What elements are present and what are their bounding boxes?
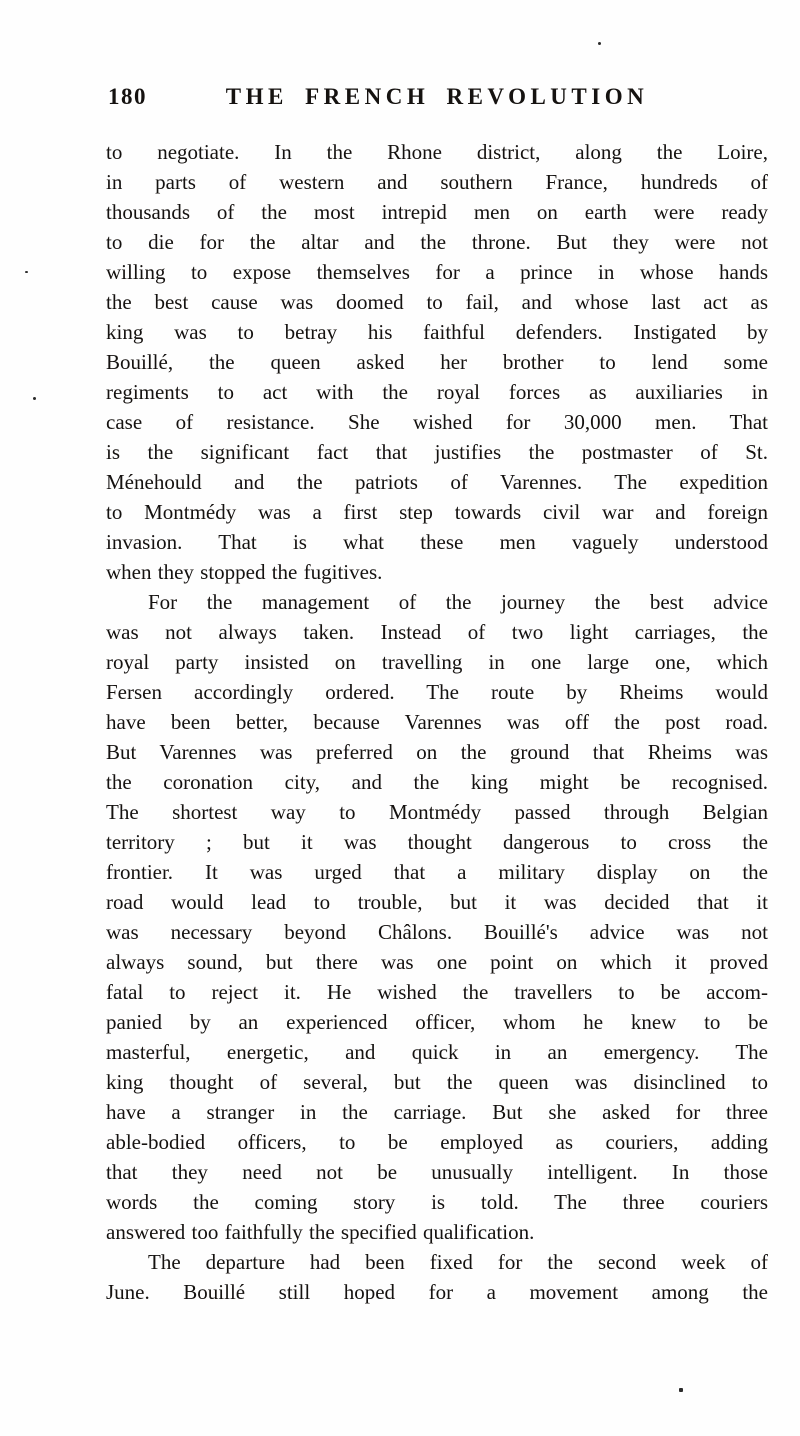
paragraph-continued-from-previous-page bbox=[106, 137, 768, 587]
text-line: The departure had been fixed for the second week of bbox=[148, 1250, 768, 1274]
paragraph-continues-next-page bbox=[106, 1247, 768, 1307]
text-line: But Varennes was preferred on the ground that Rheims was bbox=[106, 740, 768, 764]
text-line: the best cause was doomed to fail, and whose last act as bbox=[106, 290, 768, 314]
page-number: 180 bbox=[108, 84, 147, 109]
scan-speck bbox=[33, 397, 36, 400]
text-line: masterful, energetic, and quick in an emergency. The bbox=[106, 1040, 768, 1064]
text-line: answered too faithfully the specified qualification. bbox=[106, 1220, 535, 1244]
text-line: in parts of western and southern France, hundreds of bbox=[106, 170, 768, 194]
text-line: fatal to reject it. He wished the travellers to be accom- bbox=[106, 980, 768, 1004]
text-line: was not always taken. Instead of two light carriages, the bbox=[106, 620, 768, 644]
text-line: royal party insisted on travelling in one large one, which bbox=[106, 650, 768, 674]
text-line: frontier. It was urged that a military display on the bbox=[106, 860, 768, 884]
text-line: words the coming story is told. The three couriers bbox=[106, 1190, 768, 1214]
text-line: regiments to act with the royal forces as auxiliaries in bbox=[106, 380, 768, 404]
page-body bbox=[106, 137, 768, 1307]
text-line: have been better, because Varennes was off the post road. bbox=[106, 710, 768, 734]
text-line: when they stopped the fugitives. bbox=[106, 560, 383, 584]
paragraph bbox=[106, 587, 768, 1247]
text-line: case of resistance. She wished for 30,000 men. That bbox=[106, 410, 768, 434]
text-line: to negotiate. In the Rhone district, along the Loire, bbox=[106, 140, 768, 164]
text-line: is the significant fact that justifies the postmaster of St. bbox=[106, 440, 768, 464]
text-line: that they need not be unusually intelligent. In those bbox=[106, 1160, 768, 1184]
text-line: The shortest way to Montmédy passed through Belgian bbox=[106, 800, 768, 824]
text-line: to die for the altar and the throne. But they were not bbox=[106, 230, 768, 254]
text-line: Ménehould and the patriots of Varennes. The expedition bbox=[106, 470, 768, 494]
text-line: thousands of the most intrepid men on earth were ready bbox=[106, 200, 768, 224]
text-line: June. Bouillé still hoped for a movement among the bbox=[106, 1280, 768, 1304]
text-line: king thought of several, but the queen was disinclined to bbox=[106, 1070, 768, 1094]
scan-speck bbox=[679, 1388, 683, 1392]
text-line: the coronation city, and the king might be recognised. bbox=[106, 770, 768, 794]
running-title: THE FRENCH REVOLUTION bbox=[225, 84, 649, 109]
text-line: was necessary beyond Châlons. Bouillé's advice was not bbox=[106, 920, 768, 944]
text-line: able-bodied officers, to be employed as couriers, adding bbox=[106, 1130, 768, 1154]
page-header bbox=[106, 84, 768, 116]
text-line: For the management of the journey the best advice bbox=[148, 590, 768, 614]
text-line: have a stranger in the carriage. But she asked for three bbox=[106, 1100, 768, 1124]
text-line: Bouillé, the queen asked her brother to lend some bbox=[106, 350, 768, 374]
text-line: territory ; but it was thought dangerous to cross the bbox=[106, 830, 768, 854]
text-line: king was to betray his faithful defenders. Instigated by bbox=[106, 320, 768, 344]
text-line: willing to expose themselves for a prince in whose hands bbox=[106, 260, 768, 284]
text-line: Fersen accordingly ordered. The route by Rheims would bbox=[106, 680, 768, 704]
text-line: road would lead to trouble, but it was decided that it bbox=[106, 890, 768, 914]
text-line: panied by an experienced officer, whom he knew to be bbox=[106, 1010, 768, 1034]
scan-speck bbox=[25, 271, 28, 273]
text-line: invasion. That is what these men vaguely understood bbox=[106, 530, 768, 554]
text-line: to Montmédy was a first step towards civil war and foreign bbox=[106, 500, 768, 524]
scan-speck bbox=[598, 42, 601, 45]
text-line: always sound, but there was one point on which it proved bbox=[106, 950, 768, 974]
